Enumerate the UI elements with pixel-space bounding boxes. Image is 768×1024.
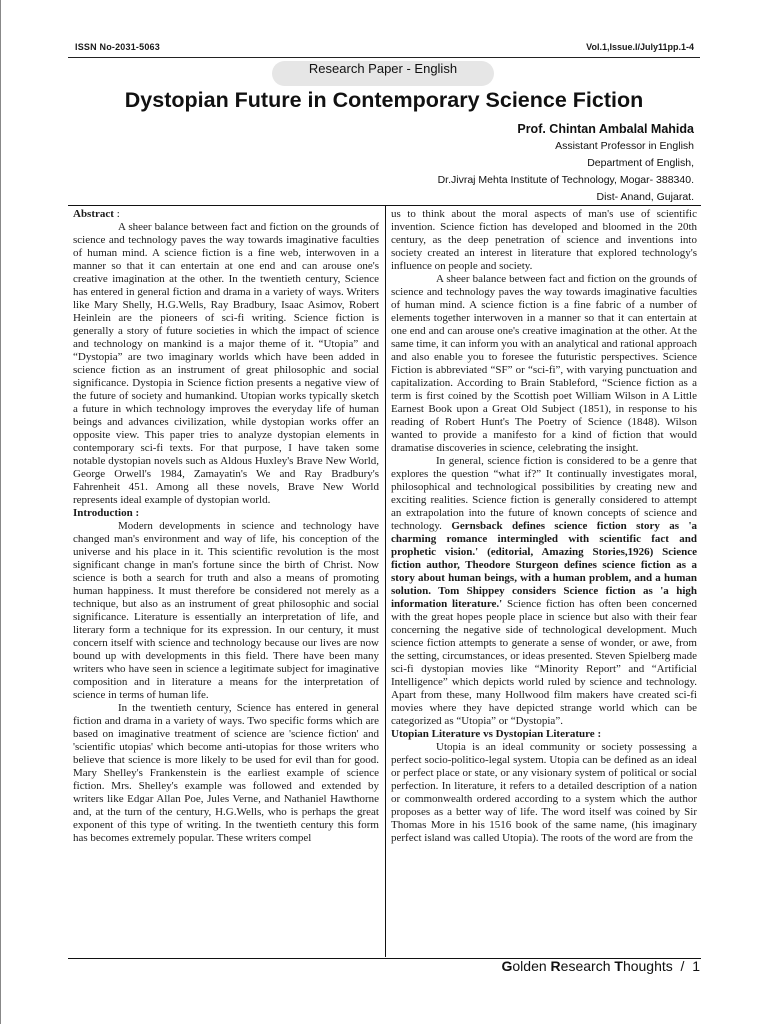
right-paragraph-1: A sheer balance between fact and fiction on the grounds of science and technology paves the way towards imaginative faculties of human mind. A science fiction is a fine fabric of a number of elements together interwoven in a manner so that it can entertain at one end and can arouse one's creative imagination at the other. At the same time, it can inform you with an analytical and rational approach and also enable you to foresee the futuristic perspectives. Science Fiction is abbreviated “SF” or “sci-fi”, with varying punctuation and capitalization. According to Brain Stableford, “Science fiction as a term is first coined by the Scottish poet William Wilson in A Little Earnest Book upon a Great Old Subject (1851), in response to his reading of Robert Hunt's The Poetry of Science (1848). Wilson wanted to provide a manifesto for a kind of fiction that would dramatise discoveries in science, celebrating the insight. — [391, 273, 697, 454]
footer-olden: olden — [512, 958, 551, 974]
paper-category-badge: Research Paper - English — [272, 61, 494, 86]
utopia-paragraph: Utopia is an ideal community or society possessing a perfect socio-politico-legal system. Utopia can be defined as an ideal or perfect place or state, or any visionary system of political or social perfection. In literature, it refers to a detailed description of a nation or commonwealth ordered according to a system which the author proposes as a better way of life. The word itself was coined by Sir Thomas More in his 1516 book of the same name, (his imaginary perfect island was called Utopia). The roots of the word are from the — [391, 741, 697, 844]
journal-footer — [502, 958, 701, 974]
introduction-paragraph-2: In the twentieth century, Science has entered in general fiction and drama in a variety of ways. Two specific forms which are based on imaginative treatment of science are 'science fiction' and 'scientific utopias' which become anti-utopias for those writers who believe that science is more likely to be used for evil than for good. Mary Shelley's Frankenstein is the earliest example of science fiction. Mrs. Shelley's example was followed and extended by writers like Edgar Allan Poe, Jules Verne, and Nathaniel Hawthorne and, at the turn of the century, H.G.Wells, who is perhaps the great exponent of this type of writing. In the twentieth century this form has becomes extremely popular. These writers compel — [73, 702, 379, 844]
author-position: Assistant Professor in English — [555, 140, 694, 152]
paper-title: Dystopian Future in Contemporary Science Fiction — [124, 88, 644, 112]
right-paragraph-0: us to think about the moral aspects of man's use of scientific invention. Science fiction has developed and bloomed in the 20th century, as the deep penetration of science and inventions into society created an interest in literature that explored technology's influence on people and society. — [391, 208, 697, 272]
footer-esearch: esearch — [560, 958, 615, 974]
definitions-bold-text: Gernsback defines science fiction story as 'a charming romance intermingled with scientific fact and prophetic vision.' (editorial, Amazing Stories,1926) Science fiction author, Theodore Sturgeon defines science fiction as a story about human beings, with a human problem, and a human solution. Tom Shippey considers Science fiction as 'a high information literature.' — [391, 520, 697, 610]
introduction-paragraph-1: Modern developments in science and technology have changed man's environment and way of life, his conception of the universe and his place in it. This scientific revolution is the most significant change in man's fortune since the birth of Christ. Now science is both a search for truth and also a means of promoting human happiness. It must therefore be considered not merely as a technique, but also as an instrument of great philosophic and social significance. Literature is essentially an interpretation of life, and literary form a technique for its expression. In our century, it must concern itself with science and technology because our lives are now bound up with developments in this field. There have been many writers who have seen in science a legitimate subject for imaginative composition and in literature a means for the interpretation of science in terms of human life. — [73, 520, 379, 701]
author-institute: Dr.Jivraj Mehta Institute of Technology, Mogar- 388340. — [437, 174, 694, 186]
abstract-heading-line — [73, 208, 379, 221]
volume-info: Vol.1,Issue.I/July11pp.1-4 — [586, 42, 694, 52]
author-district: Dist- Anand, Gujarat. — [596, 191, 694, 203]
abstract-text: A sheer balance between fact and fiction on the grounds of science and technology paves the way towards imaginative faculties of human mind. A science fiction is a fine web, interwoven in a manner so that it can entertain at one end and can arouse one's creative imagination at the other. In the twentieth century, Science has entered in general fiction and drama in a variety of ways. Writers like Mary Shelly, H.G.Wells, Ray Bradbury, Isaac Asimov, Robert Heinlein are the pioneers of sci-fi writing. Science fiction is generally a story of future societies in which the impact of science and technology on mankind is a major theme of it. “Utopia” and “Dystopia” are two imaginary worlds which have been added in science fiction as an instrument of great philosophic and social significance. Dystopia in Science fiction presents a negative view of the future of society and humankind. Utopian works typically sketch a future in which technology improves the everyday life of human beings and advances civilization, while dystopian works offer an opposite view. This paper tries to analyze dystopian elements in contemporary sci-fi texts. For that purpose, I have taken some notable dystopian novels such as Aldous Huxley's Brave New World, George Orwell's 1984, Zamayatin's We and Ray Bradbury's Fahrenheit 451. Among all these novels, Brave New World represents ideal example of dystopian world. — [73, 221, 379, 506]
abstract-heading: Abstract — [73, 208, 114, 220]
column-divider — [385, 206, 386, 957]
footer-t: T — [614, 958, 623, 974]
footer-houghts: houghts — [622, 958, 673, 974]
right-paragraph-2-continued: Science fiction has often been concerned with the great hopes people place in science but also with their fear concerning the negative side of technological development. Much science fiction attempts to generate a sense of wonder, or awe, from the setting, circumstances, or ideas presented. Steven Spielberg made sci-fi dystopian movies like “Minority Report” and “Artificial Intelligence” which depicts world ruled by science and technology. Apart from these, many Hollwood film makers have created sci-fi movies where they have depicted strange world which can be categorized as “Utopia” or “Dystopia”. — [391, 598, 697, 727]
page-number: / 1 — [672, 958, 700, 974]
author-block — [438, 120, 694, 206]
left-column — [73, 208, 379, 954]
author-name: Prof. Chintan Ambalal Mahida — [517, 122, 694, 136]
right-column — [391, 208, 697, 954]
right-paragraph-2-text: In general, science fiction is considered to be a genre that explores the question “what if?” It continually investigates moral, philosophical and technological possibilities by creating new and exciting realities. Science fiction is generally considered to attempt an extrapolation into the future of known concepts of science and technology. — [391, 455, 697, 532]
footer-g: G — [501, 958, 513, 974]
abstract-colon: : — [113, 208, 120, 220]
introduction-heading: Introduction : — [73, 507, 140, 519]
author-department: Department of English, — [587, 157, 694, 169]
utopian-dystopian-heading: Utopian Literature vs Dystopian Literature : — [391, 728, 602, 740]
footer-r: R — [550, 958, 561, 974]
right-paragraph-2 — [391, 455, 697, 728]
page-edge — [0, 0, 1, 1024]
issn-number: ISSN No-2031-5063 — [75, 42, 160, 52]
header-rule — [68, 57, 700, 58]
